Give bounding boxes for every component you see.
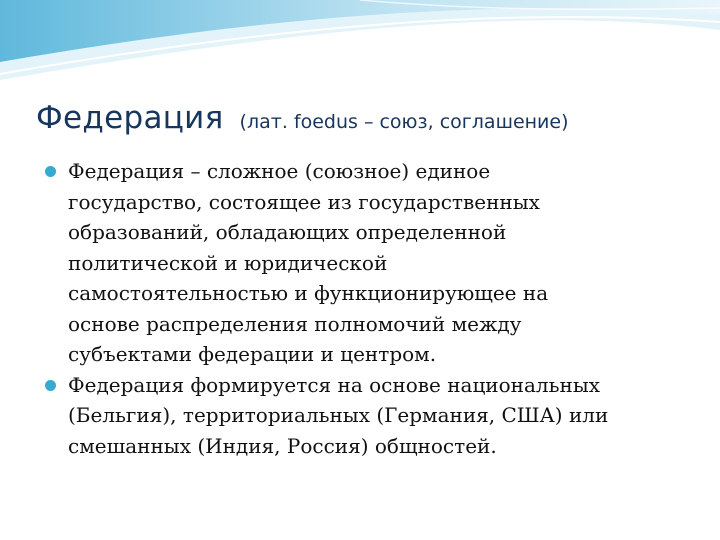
bullet-line: образований, обладающих определенной (68, 220, 507, 244)
title-row (36, 100, 696, 136)
bullet-dot-icon (45, 166, 56, 177)
bullet-line: (Бельгия), территориальных (Германия, США) или (68, 403, 609, 427)
bullet-list (44, 156, 694, 461)
slide-title: Федерация (36, 100, 224, 136)
bullet-line: смешанных (Индия, Россия) общностей. (68, 433, 497, 458)
bullet-line: Федерация формируется на основе национальных (68, 372, 601, 397)
bullet-line: государство, состоящее из государственных (68, 189, 540, 214)
bullet-item (44, 370, 694, 462)
bullet-line: политической и юридической (68, 250, 388, 275)
header-wave-decoration (0, 0, 720, 90)
bullet-line: Федерация – сложное (союзное) единое (68, 159, 491, 183)
bullet-item (44, 156, 694, 370)
bullet-line: самостоятельностью и функционирующее на (68, 281, 549, 305)
bullet-line: субъектами федерации и центром. (68, 342, 437, 366)
bullet-dot-icon (45, 380, 56, 391)
slide-subtitle: (лат. foedus – союз, соглашение) (239, 111, 569, 133)
bullet-line: основе распределения полномочий между (68, 311, 522, 336)
